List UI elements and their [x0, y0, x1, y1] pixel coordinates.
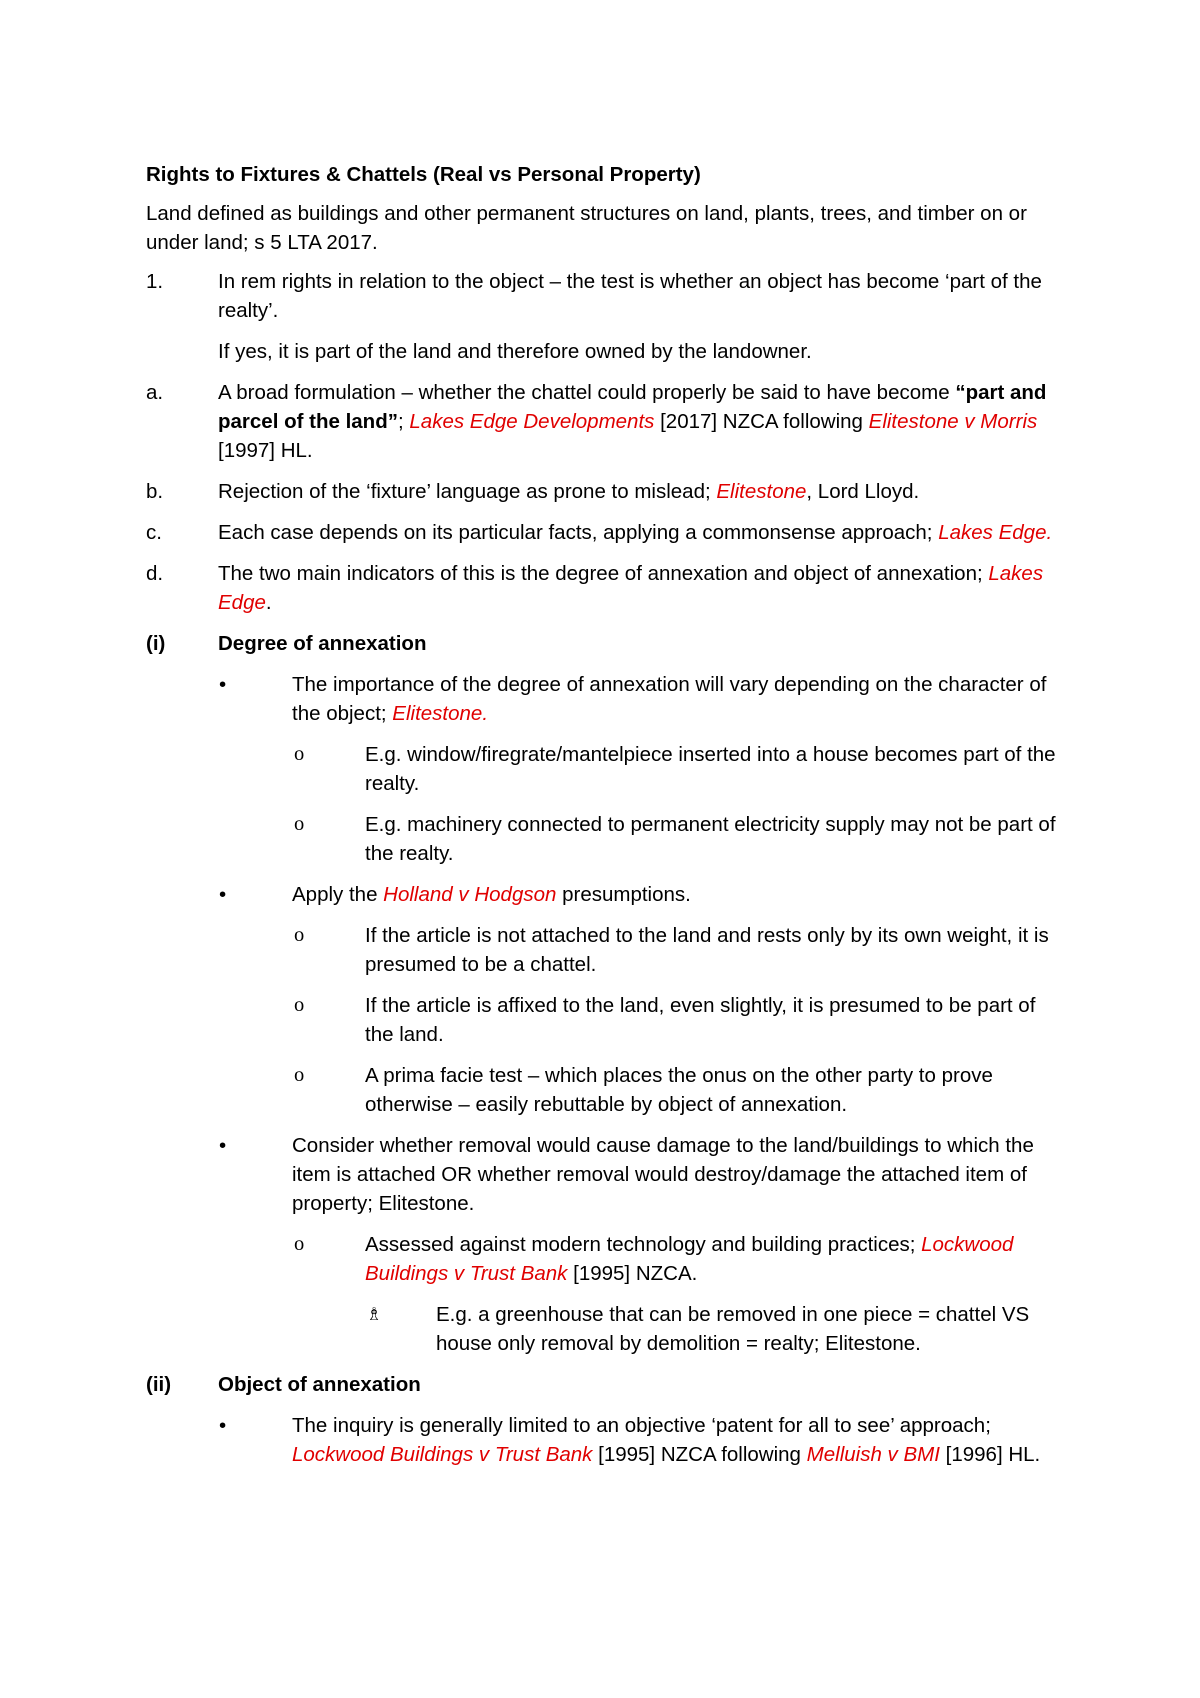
- bullet-icon: •: [219, 1414, 227, 1437]
- bullet-item: [146, 880, 1066, 909]
- case-citation: Elitestone.: [392, 702, 489, 725]
- sub-bullet-item: [146, 921, 1066, 979]
- section-marker: (ii): [146, 1373, 172, 1396]
- wingding-bullet-icon: ♗: [366, 1304, 383, 1324]
- bold-quote: “part and parcel of the land”: [218, 381, 1047, 433]
- bullet-icon: •: [219, 673, 227, 696]
- bullet-item: [146, 670, 1066, 728]
- list-item-1: [146, 267, 1066, 325]
- item-text: A broad formulation – whether the chattel could properly be said to have become: [218, 381, 956, 404]
- case-citation: Melluish v BMI: [806, 1443, 940, 1466]
- list-marker: b.: [146, 480, 164, 503]
- bullet-item: [146, 1411, 1066, 1469]
- item-1-continuation: If yes, it is part of the land and therefore owned by the landowner.: [218, 340, 812, 363]
- sub-bullet-icon: o: [294, 1233, 305, 1255]
- item-text: E.g. a greenhouse that can be removed in one piece = chattel VS house only removal by demolition = realty; Elitestone.: [436, 1303, 1030, 1355]
- sub-bullet-item: [146, 1230, 1066, 1288]
- sub-bullet-icon: o: [294, 813, 305, 835]
- item-text: Rejection of the ‘fixture’ language as prone to mislead;: [218, 480, 717, 503]
- item-text: E.g. machinery connected to permanent electricity supply may not be part of the realty.: [365, 813, 1056, 865]
- case-citation: Elitestone v Morris: [868, 410, 1038, 433]
- sub-bullet-item: [146, 991, 1066, 1049]
- item-text: [2017] NZCA following: [654, 410, 869, 433]
- document-body: [146, 160, 1066, 1481]
- item-text: Apply the: [292, 883, 384, 906]
- case-citation: Lakes Edge: [218, 562, 1044, 614]
- case-citation: Lakes Edge.: [938, 521, 1053, 544]
- bullet-icon: •: [219, 883, 227, 906]
- case-citation: Lakes Edge Developments: [409, 410, 655, 433]
- item-text: A prima facie test – which places the onus on the other party to prove otherwise – easily rebuttable by object of annexation.: [365, 1064, 993, 1116]
- case-citation: Elitestone: [716, 480, 807, 503]
- list-item-d: [146, 559, 1066, 617]
- case-citation: Holland v Hodgson: [383, 883, 557, 906]
- item-text: , Lord Lloyd.: [806, 480, 920, 503]
- sub-bullet-icon: o: [294, 743, 305, 765]
- sub-bullet-item: [146, 1061, 1066, 1119]
- sub-bullet-icon: o: [294, 924, 305, 946]
- sub-bullet-item: [146, 740, 1066, 798]
- item-text: .: [265, 591, 272, 614]
- section-marker: (i): [146, 632, 166, 655]
- list-marker: d.: [146, 562, 164, 585]
- bullet-icon: •: [219, 1134, 227, 1157]
- item-text: If the article is not attached to the land and rests only by its own weight, it is presumed to be a chattel.: [365, 924, 1049, 976]
- item-text: presumptions.: [556, 883, 691, 906]
- list-item-c: [146, 518, 1066, 547]
- item-text: The inquiry is generally limited to an objective ‘patent for all to see’ approach;: [292, 1414, 991, 1437]
- item-text: The importance of the degree of annexation will vary depending on the character of the object;: [292, 673, 1047, 725]
- case-citation: Lockwood Buildings v Trust Bank: [292, 1443, 593, 1466]
- item-text: ;: [397, 410, 410, 433]
- section-heading-text: Object of annexation: [218, 1373, 421, 1396]
- item-text: [1996] HL.: [939, 1443, 1041, 1466]
- item-text: Each case depends on its particular facts, applying a commonsense approach;: [218, 521, 939, 544]
- page-title: Rights to Fixtures & Chattels (Real vs Personal Property): [146, 163, 701, 186]
- case-citation: Lockwood Buildings v Trust Bank: [365, 1233, 1014, 1285]
- list-item-b: [146, 477, 1066, 506]
- bullet-item: [146, 1131, 1066, 1218]
- item-text: The two main indicators of this is the degree of annexation and object of annexation;: [218, 562, 989, 585]
- sub-bullet-icon: o: [294, 1064, 305, 1086]
- sub-bullet-icon: o: [294, 994, 305, 1016]
- list-item-a: [146, 378, 1066, 465]
- item-text: [1995] NZCA following: [592, 1443, 807, 1466]
- item-text: [1995] NZCA.: [567, 1262, 698, 1285]
- sub-bullet-item: [146, 810, 1066, 868]
- item-text: Assessed against modern technology and building practices;: [365, 1233, 922, 1256]
- list-marker: a.: [146, 381, 164, 404]
- item-text: [1997] HL.: [218, 439, 313, 462]
- list-marker: 1.: [146, 270, 164, 293]
- item-text: E.g. window/firegrate/mantelpiece inserted into a house becomes part of the realty.: [365, 743, 1056, 795]
- intro-paragraph: Land defined as buildings and other permanent structures on land, plants, trees, and timber on or under land; s 5 LTA 2017.: [146, 202, 1027, 254]
- section-heading-ii: [146, 1370, 1066, 1399]
- item-text: In rem rights in relation to the object – the test is whether an object has become ‘part of the realty’.: [218, 270, 1042, 322]
- list-marker: c.: [146, 521, 162, 544]
- sub-sub-bullet-item: [146, 1300, 1066, 1358]
- item-text: Consider whether removal would cause damage to the land/buildings to which the item is attached OR whether removal would destroy/damage the attached item of property; Elitestone.: [292, 1134, 1034, 1215]
- section-heading-text: Degree of annexation: [218, 632, 427, 655]
- item-text: If the article is affixed to the land, even slightly, it is presumed to be part of the land.: [365, 994, 1036, 1046]
- section-heading-i: [146, 629, 1066, 658]
